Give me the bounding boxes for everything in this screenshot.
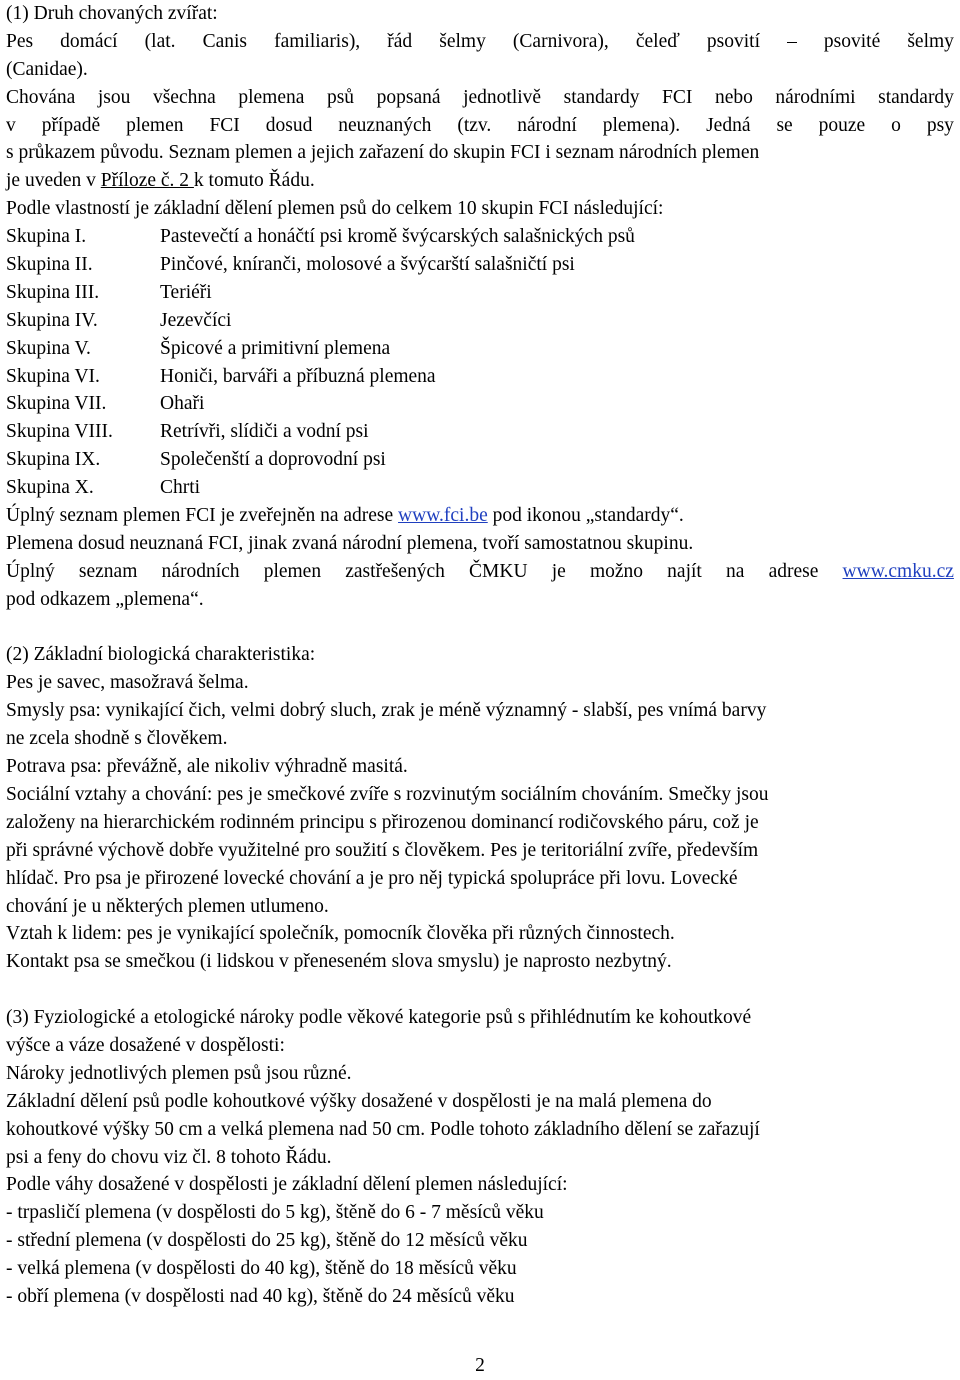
word: familiaris),: [274, 30, 361, 52]
text-line: kohoutkové výšky 50 cm a velká plemena nad 50 cm. Podle tohoto základního dělení se zařazují: [6, 1118, 760, 1140]
word: –: [787, 30, 797, 52]
word: jednotlivě: [463, 86, 542, 108]
word: FCI: [209, 114, 240, 136]
word: je: [551, 560, 566, 582]
word: o: [891, 114, 901, 136]
text-line: [6, 139, 954, 167]
word: čeleď: [635, 30, 680, 52]
section-1-heading: (1) Druh chovaných zvířat:: [6, 3, 218, 24]
word: národní: [517, 114, 577, 136]
fci-group-row: [6, 390, 954, 418]
fci-group-row: [6, 446, 954, 474]
page-number: 2: [475, 1355, 485, 1376]
group-description: Jezevčíci: [160, 309, 232, 331]
group-description: Pinčové, kníranči, molosové a švýcarští salašničtí psi: [160, 254, 575, 276]
fci-group-row: [6, 335, 954, 363]
word: národních: [161, 560, 240, 582]
word: všechna: [152, 86, 216, 108]
fci-link[interactable]: www.fci.be: [398, 505, 488, 527]
justified-line: [6, 84, 954, 112]
text-line: [6, 167, 954, 195]
text-line: Potrava psa: převážně, ale nikoliv výhradně masitá.: [6, 756, 408, 778]
word: se: [776, 114, 793, 136]
group-label: Skupina VI.: [6, 365, 100, 387]
word: plemen: [126, 114, 184, 136]
section-2-heading: (2) Základní biologická charakteristika:: [6, 644, 316, 666]
group-description: Honiči, barváři a příbuzná plemena: [160, 365, 436, 387]
text-span: je uveden v: [6, 170, 101, 192]
word: zastřešených: [345, 560, 445, 582]
group-label: Skupina IX.: [6, 449, 101, 471]
group-description: Pastevečtí a honáčtí psi kromě švýcarských salašnických psů: [160, 226, 635, 248]
text-line: Pes je savec, masožravá šelma.: [6, 672, 249, 694]
group-label: Skupina I.: [6, 226, 87, 248]
word: standardy: [563, 86, 640, 108]
word: řád: [387, 30, 413, 52]
text-line: psi a feny do chovu viz čl. 8 tohoto Řádu.: [6, 1146, 332, 1168]
text-line: Vztah k lidem: pes je vynikající společník, pomocník člověka při různých činnostech.: [6, 923, 675, 945]
word: Chována: [6, 86, 76, 108]
word: popsaná: [376, 86, 441, 108]
cmku-link[interactable]: www.cmku.cz: [842, 560, 954, 582]
word: Jedná: [706, 114, 751, 136]
group-description: Špicové a primitivní plemena: [160, 337, 391, 359]
word: plemena).: [602, 114, 681, 136]
text-span: Úplný seznam plemen FCI je zveřejněn na adrese: [6, 505, 399, 527]
text-line: Sociální vztahy a chování: pes je smečkové zvíře s rozvinutým sociálním chováním. Smečky jsou: [6, 783, 769, 805]
text-line: Podle vlastností je základní dělení plemen psů do celkem 10 skupin FCI následující:: [6, 198, 664, 220]
text-line: Kontakt psa se smečkou (i lidskou v přeneseném slova smyslu) je naprosto nezbytný.: [6, 951, 672, 973]
word: národními: [775, 86, 856, 108]
fci-group-row: [6, 307, 954, 335]
word: jsou: [97, 86, 131, 108]
word: Úplný: [6, 560, 55, 582]
word: ČMKU: [469, 560, 528, 582]
group-label: Skupina VIII.: [6, 421, 113, 443]
weight-item: - trpasličí plemena (v dospělosti do 5 kg), štěně do 6 - 7 měsíců věku: [6, 1202, 544, 1224]
document-page: [6, 0, 954, 1376]
group-description: Ohaři: [160, 393, 205, 415]
word: neuznaných: [338, 114, 432, 136]
word: psovití: [706, 30, 761, 52]
word: adrese: [768, 560, 819, 582]
group-label: Skupina II.: [6, 254, 93, 276]
word: FCI: [662, 86, 693, 108]
fci-group-row: [6, 251, 954, 279]
text-line: Smysly psa: vynikající čich, velmi dobrý sluch, zrak je méně významný - slabší, pes vnímá barvy: [6, 700, 767, 722]
word: možno: [589, 560, 644, 582]
text-line: ne zcela shodně s člověkem.: [6, 728, 228, 750]
spacer: [6, 976, 954, 1004]
word: najít: [667, 560, 702, 582]
text-line: hlídač. Pro psa je přirozené lovecké chování a je pro něj typická spolupráce při lovu. Lovecké: [6, 867, 738, 889]
group-description: Společenští a doprovodní psi: [160, 449, 386, 471]
text-span: s průkazem původu.: [6, 142, 164, 164]
word: (Carnivora),: [512, 30, 609, 52]
group-label: Skupina III.: [6, 281, 100, 303]
text-line: chování je u některých plemen utlumeno.: [6, 895, 329, 917]
text-line: Nároky jednotlivých plemen psů jsou různé.: [6, 1062, 352, 1084]
text-line: Podle váhy dosažené v dospělosti je základní dělení plemen následující:: [6, 1174, 568, 1196]
group-label: Skupina V.: [6, 337, 91, 359]
group-description: Retrívři, slídiči a vodní psi: [160, 421, 369, 443]
weight-item: - obří plemena (v dospělosti nad 40 kg), štěně do 24 měsíců věku: [6, 1285, 515, 1307]
group-label: Skupina IV.: [6, 309, 98, 331]
text-span: Seznam plemen a jejich zařazení do skupin FCI i seznam národních plemen: [168, 142, 760, 164]
text-line: [6, 502, 954, 530]
text-line: Základní dělení psů podle kohoutkové výšky dosažené v dospělosti je na malá plemena do: [6, 1090, 712, 1112]
word: (tzv.: [457, 114, 492, 136]
word: šelmy: [439, 30, 486, 52]
word: psovité: [823, 30, 881, 52]
text-line: pod odkazem „plemena“.: [6, 588, 204, 610]
annex-link[interactable]: Příloze č. 2: [100, 170, 194, 192]
fci-group-row: [6, 223, 954, 251]
group-label: Skupina X.: [6, 477, 94, 499]
word: Canis: [202, 30, 248, 52]
text-line: při správné výchově dobře využitelné pro soužití s člověkem. Pes je teritoriální zvíře, především: [6, 839, 759, 861]
group-label: Skupina VII.: [6, 393, 107, 415]
text-span: pod ikonou „standardy“.: [487, 505, 684, 527]
fci-group-row: [6, 363, 954, 391]
section-3-heading: (3) Fyziologické a etologické nároky podle věkové kategorie psů s přihlédnutím ke kohoutkové: [6, 1007, 752, 1029]
word: nebo: [714, 86, 753, 108]
justified-line: [6, 112, 954, 140]
fci-group-row: [6, 474, 954, 502]
weight-item: - střední plemena (v dospělosti do 25 kg), štěně do 12 měsíců věku: [6, 1230, 528, 1252]
word: (lat.: [144, 30, 176, 52]
text-line: Plemena dosud neuznaná FCI, jinak zvaná národní plemena, tvoří samostatnou skupinu.: [6, 532, 694, 554]
fci-groups-list: [6, 223, 954, 502]
text-span: k tomuto Řádu.: [193, 170, 315, 192]
word: šelmy: [907, 30, 954, 52]
word: případě: [41, 114, 101, 136]
text-line: založeny na hierarchickém rodinném principu s přirozenou dominancí rodičovského páru, což je: [6, 811, 759, 833]
word: dosud: [265, 114, 313, 136]
section-3-heading-cont: výšce a váze dosažené v dospělosti:: [6, 1034, 285, 1056]
fci-group-row: [6, 418, 954, 446]
weight-item: - velká plemena (v dospělosti do 40 kg), štěně do 18 měsíců věku: [6, 1258, 517, 1280]
word: plemen: [263, 560, 322, 582]
text-line: (Canidae).: [6, 58, 88, 80]
word: seznam: [78, 560, 138, 582]
group-description: Chrti: [160, 477, 201, 499]
word: pouze: [818, 114, 866, 136]
word: standardy: [878, 86, 954, 108]
word: Pes: [6, 30, 34, 52]
word: domácí: [60, 30, 118, 52]
word: psů: [326, 86, 355, 108]
justified-line: [6, 558, 954, 586]
fci-group-row: [6, 279, 954, 307]
group-description: Teriéři: [160, 281, 212, 303]
word: v: [6, 114, 16, 136]
justified-line: [6, 28, 954, 56]
spacer: [6, 614, 954, 642]
word: na: [726, 560, 745, 582]
word: plemena: [238, 86, 305, 108]
word: psy: [926, 114, 954, 136]
